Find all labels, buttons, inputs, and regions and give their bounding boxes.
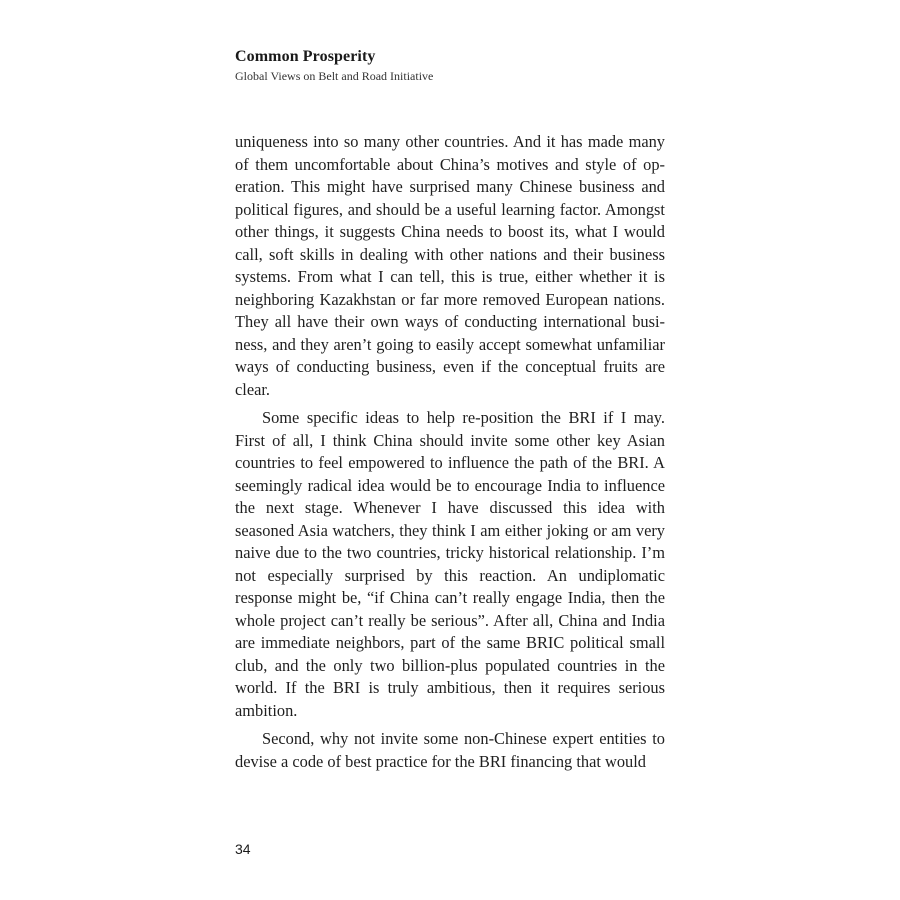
book-title: Common Prosperity	[235, 48, 376, 65]
paragraph-2: Some specific ideas to help re-position the BRI if I may. First of all, I think China should invite some other key Asian countries to feel empowered to influence the path of the BRI. A seemingly radical idea would be to encourage India to influence the next stage. Whenever I have discussed this idea with seasoned Asia watchers, they think I am either joking or am very naive due to the two countries, tricky historical relationship. I’m not especially surprised by this reaction. An undiplomatic response might be, “if China can’t really engage India, then the whole project can’t really be serious”. After all, China and India are immediate neighbors, part of the same BRIC political small club, and the only two billion-plus populated countries in the world. If the BRI is truly ambitious, then it requires serious ambition.	[235, 408, 665, 720]
paragraph-1: uniqueness into so many other countries. And it has made many of them uncomfortable about China’s motives and style of operation. This might have surprised many Chinese business and political figures, and should be a useful learning factor. Amongst other things, it suggests China needs to boost its, what I would call, soft skills in dealing with other nations and their business systems. From what I can tell, this is true, either whether it is neighboring Kazakhstan or far more removed European nations. They all have their own ways of conducting international business, and they aren’t going to easily accept somewhat unfamiliar ways of conducting business, even if the conceptual fruits are clear.	[235, 132, 665, 399]
book-subtitle: Global Views on Belt and Road Initiative	[235, 69, 434, 83]
running-header	[235, 47, 655, 84]
paragraph-3: Second, why not invite some non-Chinese expert entities to devise a code of best practice for the BRI financing that would	[235, 729, 665, 771]
page-number: 34	[235, 841, 251, 857]
body-text	[235, 131, 665, 779]
